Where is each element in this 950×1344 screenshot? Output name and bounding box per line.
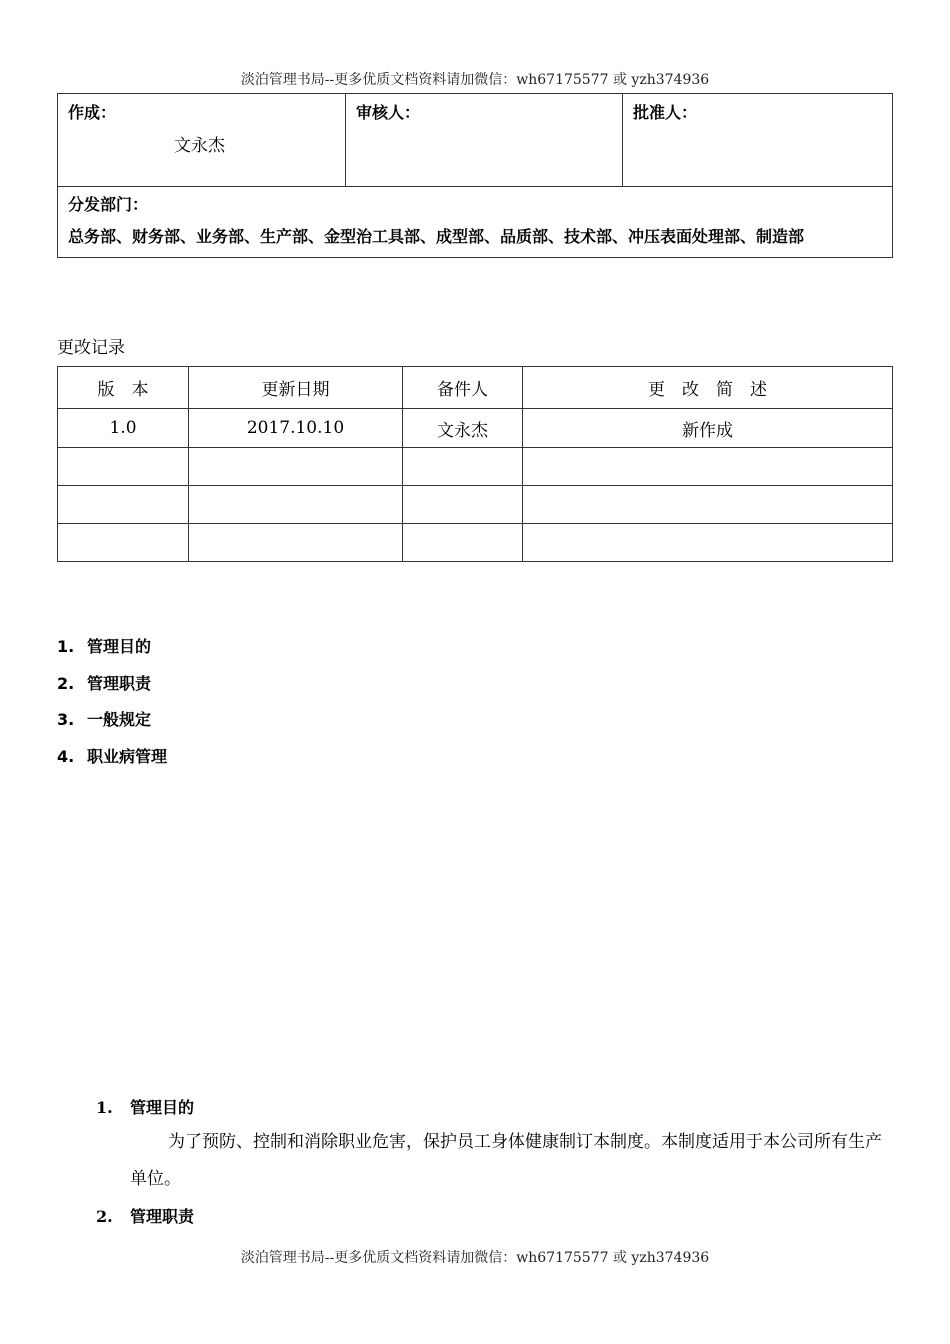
approver-label: 批准人： bbox=[633, 103, 698, 122]
toc-number: 4. bbox=[57, 746, 75, 766]
cell-person bbox=[403, 524, 523, 562]
cell-summary bbox=[523, 448, 893, 486]
page-header: 淡泊管理书局--更多优质文档资料请加微信：wh67175577 或 yzh374936 bbox=[240, 72, 710, 88]
col-header-summary: 更 改 简 述 bbox=[523, 367, 893, 409]
revision-title: 更改记录 bbox=[57, 338, 125, 358]
prepared-name: 文永杰 bbox=[174, 136, 225, 156]
cell-version bbox=[58, 486, 189, 524]
col-header-person: 备件人 bbox=[403, 367, 523, 409]
cell-date bbox=[189, 524, 403, 562]
revision-header-row bbox=[58, 367, 893, 409]
cell-date bbox=[189, 448, 403, 486]
reviewer-label: 审核人： bbox=[356, 103, 421, 122]
cell-version bbox=[58, 448, 189, 486]
cell-summary bbox=[523, 486, 893, 524]
section-title: 管理目的 bbox=[130, 1098, 195, 1117]
table-row bbox=[58, 448, 893, 486]
section-title: 管理职责 bbox=[130, 1207, 195, 1226]
toc-label: 职业病管理 bbox=[87, 746, 168, 766]
toc-label: 管理职责 bbox=[87, 673, 152, 693]
toc-number: 3. bbox=[57, 710, 75, 729]
toc-number: 1. bbox=[57, 637, 75, 656]
section-heading-responsibility bbox=[96, 1204, 194, 1227]
toc-item bbox=[57, 744, 167, 781]
table-of-contents bbox=[57, 634, 167, 780]
toc-label: 一般规定 bbox=[87, 710, 152, 729]
toc-label: 管理目的 bbox=[87, 637, 152, 656]
prepared-cell bbox=[58, 94, 346, 187]
table-row bbox=[58, 486, 893, 524]
page-footer: 淡泊管理书局--更多优质文档资料请加微信：wh67175577 或 yzh374936 bbox=[240, 1250, 710, 1266]
cell-summary bbox=[523, 524, 893, 562]
cell-date: 2017.10.10 bbox=[189, 409, 403, 448]
table-row bbox=[58, 524, 893, 562]
toc-item bbox=[57, 707, 167, 744]
reviewer-cell bbox=[346, 94, 623, 187]
signoff-table bbox=[57, 93, 893, 258]
toc-item bbox=[57, 671, 167, 708]
cell-person: 文永杰 bbox=[403, 409, 523, 448]
cell-version: 1.0 bbox=[58, 409, 189, 448]
distribution-label: 分发部门： bbox=[68, 195, 149, 214]
col-header-date: 更新日期 bbox=[189, 367, 403, 409]
toc-number: 2. bbox=[57, 673, 75, 693]
revision-table bbox=[57, 366, 893, 562]
prepared-label: 作成： bbox=[68, 103, 117, 122]
toc-item bbox=[57, 634, 167, 671]
cell-version bbox=[58, 524, 189, 562]
section-number: 2. bbox=[96, 1207, 113, 1226]
approver-cell bbox=[623, 94, 893, 187]
cell-person bbox=[403, 486, 523, 524]
col-header-version: 版 本 bbox=[58, 367, 189, 409]
cell-summary: 新作成 bbox=[523, 409, 893, 448]
table-row bbox=[58, 409, 893, 448]
distribution-list: 总务部、财务部、业务部、生产部、金型治工具部、成型部、品质部、技术部、冲压表面处理部、制造部 bbox=[68, 227, 805, 246]
cell-date bbox=[189, 486, 403, 524]
section-heading-purpose bbox=[96, 1095, 194, 1118]
distribution-cell bbox=[58, 187, 893, 258]
section-number: 1. bbox=[96, 1098, 113, 1117]
cell-person bbox=[403, 448, 523, 486]
purpose-paragraph: 为了预防、控制和消除职业危害，保护员工身体健康制订本制度。本制度适用于本公司所有生产单位。 bbox=[130, 1132, 882, 1189]
